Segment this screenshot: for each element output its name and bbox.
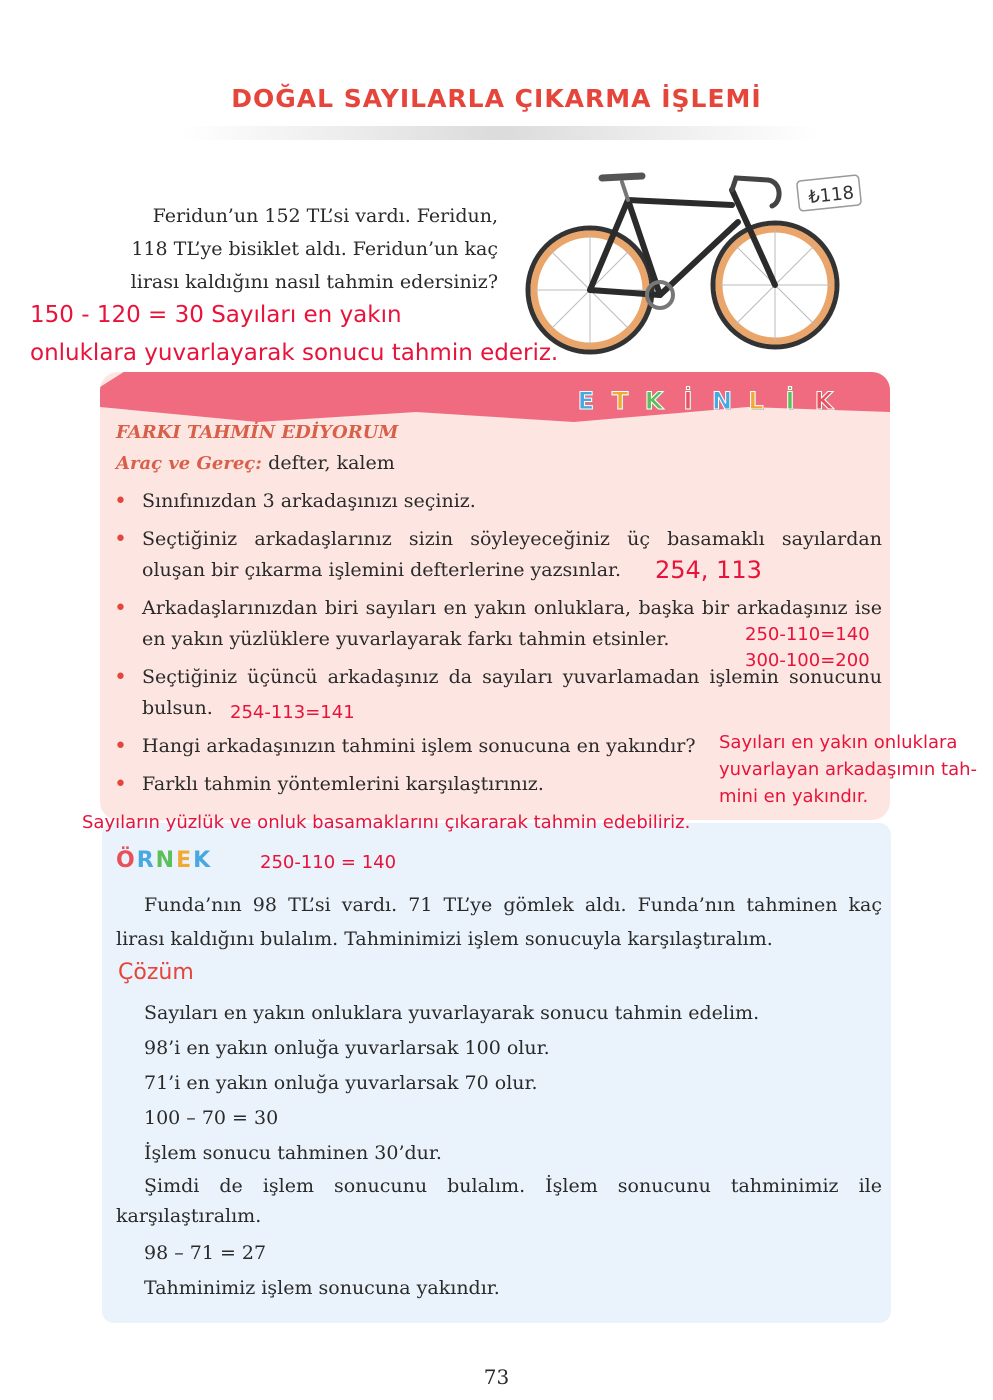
solution-label: Çözüm <box>118 960 194 985</box>
price-tag-text: ₺118 <box>807 182 856 209</box>
faded-subtitle <box>180 126 820 140</box>
handwritten-closest-1: Sayıları en yakın onluklara <box>719 732 958 753</box>
example-text: Funda’nın 98 TL’si vardı. 71 TL’ye gömlek aldı. Funda’nın tahminen kaç lirası kaldığını bulalım. Tahminimizi işlem sonucuyla karşılaştıralım. <box>116 894 882 950</box>
handwritten-methods: Sayıların yüzlük ve onluk basamaklarını çıkararak tahmin edebiliriz. <box>82 812 691 833</box>
activity-title: FARKI TAHMİN EDİYORUM <box>116 422 399 443</box>
bullet-text: Seçtiğiniz arkadaşlarınız sizin söyleyeceğiniz üç basamaklı sayılardan oluşan bir çıkarma işlemini defterlerine yazsınlar. <box>142 528 882 581</box>
price-tag <box>797 175 862 211</box>
ornek-letter: R <box>136 848 154 873</box>
solution-line: 98 – 71 = 27 <box>144 1242 267 1264</box>
handwritten-exact-result: 254-113=141 <box>230 702 355 723</box>
ornek-letter: N <box>155 848 175 873</box>
ornek-letter: E <box>176 848 192 873</box>
handwritten-hundreds-estimate: 300-100=200 <box>745 650 870 671</box>
ornek-letter: K <box>193 848 211 873</box>
solution-line: 100 – 70 = 30 <box>144 1107 279 1129</box>
page-number: 73 <box>483 1365 510 1389</box>
handwritten-numbers: 254, 113 <box>655 556 762 584</box>
solution-line: Sayıları en yakın onluklara yuvarlayarak sonucu tahmin edelim. <box>144 1002 760 1024</box>
etkinlik-letter: K <box>644 387 664 415</box>
bullet-text: Hangi arkadaşınızın tahmini işlem sonucuna en yakındır? <box>142 735 696 757</box>
list-item <box>112 524 882 586</box>
bullet-text: Seçtiğiniz üçüncü arkadaşınız da sayıları yuvarlamadan işlemin sonucunu bulsun. <box>142 666 882 719</box>
intro-question <box>103 200 498 299</box>
bullet-text: Sınıfınızdan 3 arkadaşınızı seçiniz. <box>142 490 476 512</box>
etkinlik-letter: T <box>611 387 629 415</box>
handwritten-tens-estimate: 250-110=140 <box>745 624 870 645</box>
etkinlik-letter: İ <box>785 387 795 415</box>
page-title: DOĞAL SAYILARLA ÇIKARMA İŞLEMİ <box>231 84 762 113</box>
etkinlik-letter: İ <box>683 387 693 415</box>
solution-line: 71’i en yakın onluğa yuvarlarsak 70 olur. <box>144 1072 538 1094</box>
etkinlik-badge <box>572 385 838 417</box>
activity-tools <box>116 448 398 479</box>
handwritten-estimate-line1: 150 - 120 = 30 Sayıları en yakın <box>30 302 402 328</box>
handwritten-estimate-line2: onluklara yuvarlayarak sonucu tahmin ederiz. <box>30 340 559 366</box>
bullet-text: Farklı tahmin yöntemlerini karşılaştırınız. <box>142 773 544 795</box>
handwritten-example-estimate: 250-110 = 140 <box>260 852 397 873</box>
handwritten-closest-3: mini en yakındır. <box>719 786 869 807</box>
intro-line: 118 TL’ye bisiklet aldı. Feridun’un kaç <box>131 238 498 260</box>
etkinlik-letter: K <box>814 387 834 415</box>
tools-value: defter, kalem <box>268 452 395 474</box>
solution-line: Şimdi de işlem sonucunu bulalım. İşlem sonucunu tahminimiz ile karşılaştıralım. <box>116 1175 882 1227</box>
etkinlik-letter: N <box>711 387 733 415</box>
etkinlik-letter: E <box>577 387 595 415</box>
bicycle-illustration <box>510 160 910 360</box>
solution-line: 98’i en yakın onluğa yuvarlarsak 100 olur. <box>144 1037 550 1059</box>
ornek-letter: Ö <box>116 848 135 873</box>
handwritten-closest-2: yuvarlayan arkadaşımın tah- <box>719 759 978 780</box>
intro-line: Feridun’un 152 TL’si vardı. Feridun, <box>152 205 498 227</box>
tools-label: Araç ve Gereç: <box>116 453 262 474</box>
list-item <box>112 486 882 517</box>
activity-heading <box>116 418 398 479</box>
ornek-badge <box>116 848 210 873</box>
bullet-text: Arkadaşlarınızdan biri sayıları en yakın onluklara, başka bir arkadaşınız ise en yakın yüzlüklere yuvarlayarak farkı tahmin etsinler. <box>142 597 882 650</box>
solution-line: Tahminimiz işlem sonucuna yakındır. <box>144 1277 500 1299</box>
intro-line: lirası kaldığını nasıl tahmin edersiniz? <box>130 271 498 293</box>
solution-line: İşlem sonucu tahminen 30’dur. <box>144 1142 442 1164</box>
solution-lines <box>116 996 882 1306</box>
etkinlik-letter: L <box>748 387 764 415</box>
